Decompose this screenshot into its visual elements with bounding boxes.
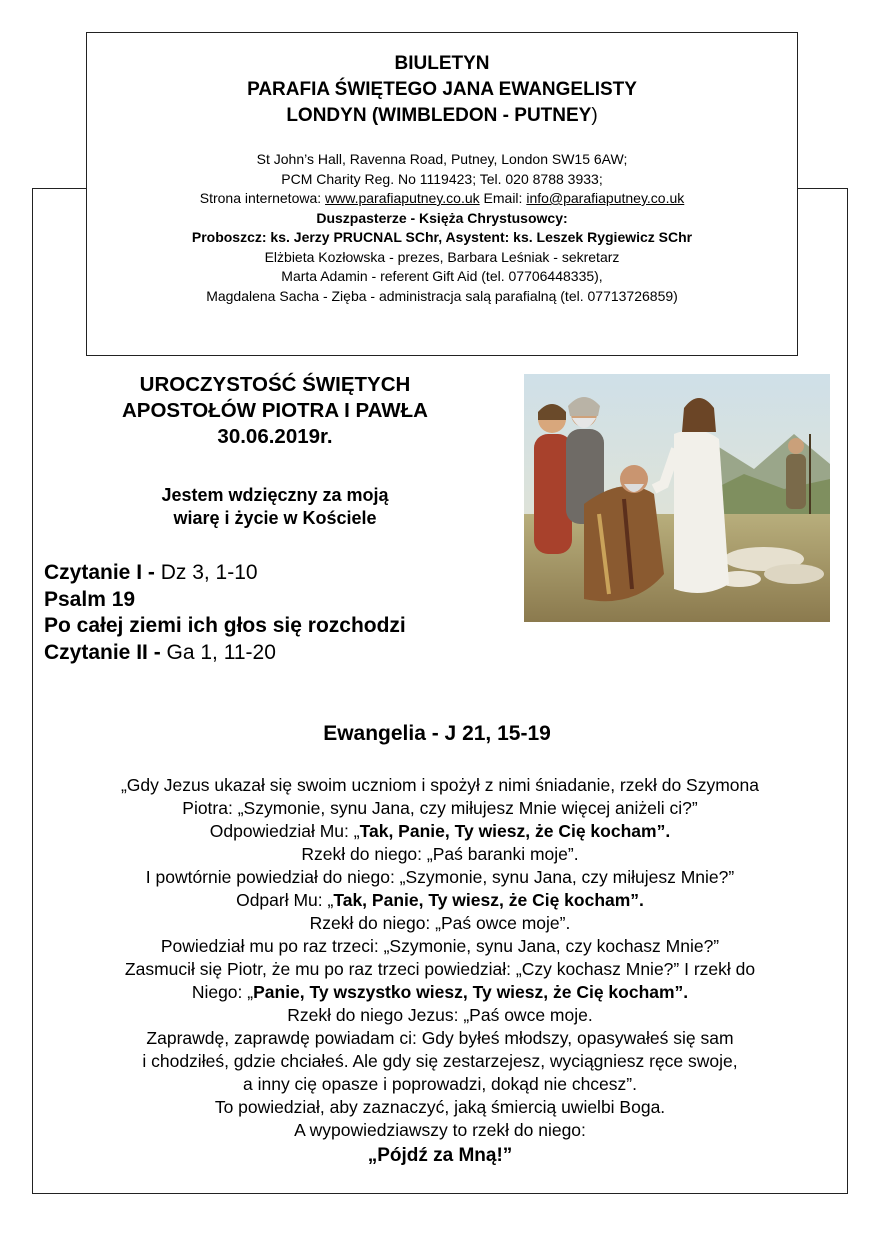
priests-names: Proboszcz: ks. Jerzy PRUCNAL SChr, Asystent: ks. Leszek Rygiewicz SChr bbox=[191, 229, 693, 245]
readings-list bbox=[44, 560, 406, 666]
gospel-line: I powtórnie powiedział do niego: „Szymonie, synu Jana, czy miłujesz Mnie?” bbox=[145, 867, 735, 887]
header-city: LONDYN (WIMBLEDON - PUTNEY bbox=[286, 105, 592, 126]
psalm: Psalm 19 bbox=[44, 587, 136, 611]
gospel-line: Piotra: „Szymonie, synu Jana, czy miłujesz Mnie więcej aniżeli ci?” bbox=[182, 798, 698, 818]
gospel-line: Powiedział mu po raz trzeci: „Szymonie, synu Jana, czy kochasz Mnie?” bbox=[160, 936, 720, 956]
header-title bbox=[87, 51, 797, 129]
header-title-line1: BIULETYN bbox=[394, 53, 490, 74]
gospel-line-bold: Tak, Panie, Ty wiesz, że Cię kocham”. bbox=[333, 890, 644, 910]
parish-address: St John’s Hall, Ravenna Road, Putney, London SW15 6AW; bbox=[256, 151, 628, 167]
website-label: Strona internetowa: bbox=[199, 190, 326, 206]
gospel-line bbox=[40, 820, 840, 843]
gospel-title: Ewangelia - J 21, 15-19 bbox=[323, 722, 551, 745]
gospel-line: Rzekł do niego: „Paś baranki moje”. bbox=[301, 844, 579, 864]
header-title-line2: PARAFIA ŚWIĘTEGO JANA EWANGELISTY bbox=[247, 79, 637, 100]
reading-1 bbox=[44, 560, 406, 587]
psalm-refrain: Po całej ziemi ich głos się rozchodzi bbox=[44, 614, 406, 637]
motto-line1: Jestem wdzięczny za moją bbox=[161, 485, 389, 505]
gospel-line-bold: Tak, Panie, Ty wiesz, że Cię kocham”. bbox=[359, 821, 671, 841]
gift-aid-line: Marta Adamin - referent Gift Aid (tel. 07706448335), bbox=[281, 268, 603, 284]
feast-date: 30.06.2019r. bbox=[217, 425, 333, 448]
gospel-text bbox=[40, 774, 840, 1170]
feast-line2: APOSTOŁÓW PIOTRA I PAWŁA bbox=[122, 399, 428, 422]
council-line: Elżbieta Kozłowska - prezes, Barbara Leśniak - sekretarz bbox=[264, 248, 620, 265]
hall-admin-line: Magdalena Sacha - Zięba - administracja salą parafialną (tel. 07713726859) bbox=[206, 287, 678, 304]
priests-heading: Duszpasterze - Księża Chrystusowcy: bbox=[316, 209, 568, 226]
header-info bbox=[87, 150, 797, 306]
gospel-line: Rzekł do niego: „Paś owce moje”. bbox=[309, 913, 571, 933]
feast-line1: UROCZYSTOŚĆ ŚWIĘTYCH bbox=[139, 373, 411, 396]
gospel-line: „Gdy Jezus ukazał się swoim uczniom i spożył z nimi śniadanie, rzekł do Szymona bbox=[120, 775, 760, 795]
gospel-line: To powiedział, aby zaznaczyć, jaką śmiercią uwielbi Boga. bbox=[214, 1097, 666, 1117]
gospel-line: Zaprawdę, zaprawdę powiadam ci: Gdy byłeś młodszy, opasywałeś się sam bbox=[146, 1028, 734, 1048]
reading-1-ref: Dz 3, 1-10 bbox=[160, 561, 258, 584]
reading-2 bbox=[44, 640, 406, 667]
motto-line2: wiarę i życie w Kościele bbox=[173, 508, 377, 528]
gospel-line bbox=[40, 981, 840, 1004]
reading-2-label: Czytanie II - bbox=[44, 640, 167, 664]
gospel-line-part: Odpowiedział Mu: „ bbox=[209, 821, 360, 841]
gospel-line-bold: Panie, Ty wszystko wiesz, Ty wiesz, że Cię kocham”. bbox=[253, 982, 689, 1002]
gospel-line bbox=[40, 889, 840, 912]
gospel-final-line: „Pójdź za Mną!” bbox=[367, 1145, 513, 1166]
reading-2-ref: Ga 1, 11-20 bbox=[166, 640, 276, 664]
reading-1-label: Czytanie I - bbox=[44, 561, 161, 584]
website-link[interactable]: www.parafiaputney.co.uk bbox=[325, 190, 480, 206]
header-title-line3 bbox=[87, 103, 797, 129]
feast-title bbox=[60, 372, 490, 450]
charity-info: PCM Charity Reg. No 1119423; Tel. 020 8788 3933; bbox=[281, 170, 603, 187]
gospel-line: Rzekł do niego Jezus: „Paś owce moje. bbox=[287, 1005, 593, 1025]
gospel-line-part: Odparł Mu: „ bbox=[236, 890, 334, 910]
motto bbox=[60, 484, 490, 530]
email-link[interactable]: info@parafiaputney.co.uk bbox=[526, 190, 685, 206]
gospel-line: a inny cię opasze i poprowadzi, dokąd nie chcesz”. bbox=[243, 1074, 637, 1094]
contact-line bbox=[87, 189, 797, 209]
header-paren: ) bbox=[591, 105, 598, 126]
gospel-line: Zasmucił się Piotr, że mu po raz trzeci powiedział: „Czy kochasz Mnie?” I rzekł do bbox=[124, 959, 756, 979]
gospel-line: i chodziłeś, gdzie chciałeś. Ale gdy się zestarzejesz, wyciągniesz ręce swoje, bbox=[142, 1051, 738, 1071]
jesus-and-peter-painting bbox=[524, 374, 830, 622]
gospel-line-part: Niego: „ bbox=[191, 982, 254, 1002]
bulletin-header bbox=[86, 32, 798, 356]
gospel-line: A wypowiedziawszy to rzekł do niego: bbox=[294, 1120, 586, 1140]
email-label: Email: bbox=[479, 190, 527, 206]
